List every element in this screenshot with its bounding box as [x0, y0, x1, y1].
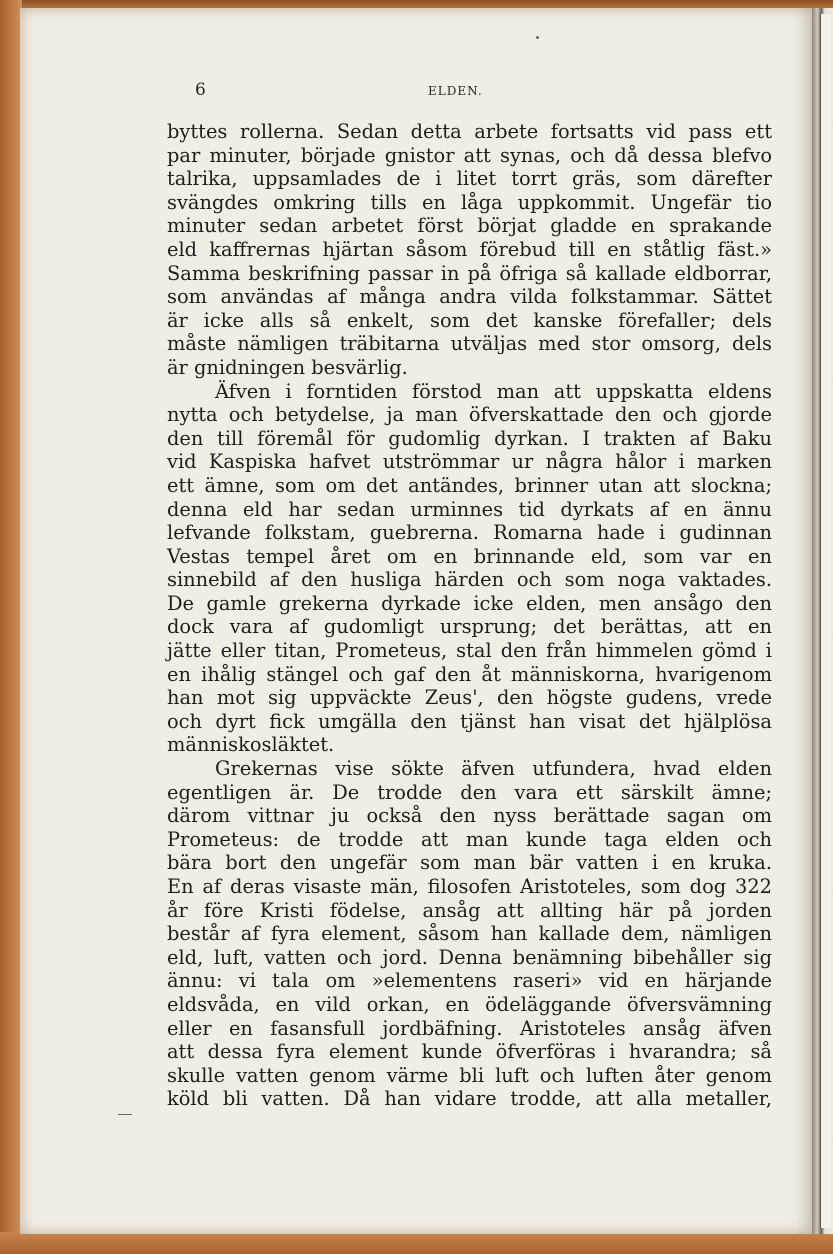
text-line: består af fyra element, såsom han kallade dem, nämligen [167, 922, 772, 946]
text-line: den till föremål för gudomlig dyrkan. I trakten af Baku [167, 426, 772, 450]
text-line: Prometeus: de trodde att man kunde taga elden och [167, 827, 772, 851]
text-line: är gnidningen besvärlig. [167, 355, 408, 379]
text-line: Grekernas vise sökte äfven utfundera, hvad elden [215, 757, 772, 781]
margin-mark [118, 1114, 132, 1115]
book-cover-left-edge [0, 0, 22, 1254]
text-line: par minuter, började gnistor att synas, och då dessa blefvo [167, 143, 772, 167]
running-head: ELDEN. [428, 84, 483, 98]
text-line: minuter sedan arbetet först börjat gladde en sprakande [167, 214, 772, 238]
text-line: talrika, uppsamlades de i litet torrt gräs, som därefter [167, 167, 772, 191]
page-number: 6 [195, 80, 206, 100]
text-line: skulle vatten genom värme bli luft och luften åter genom [167, 1063, 772, 1087]
next-page-edge [820, 14, 831, 1228]
body-text [167, 120, 772, 1111]
text-line: köld bli vatten. Då han vidare trodde, att alla metaller, [167, 1087, 772, 1111]
text-line: är icke alls så enkelt, som det kanske förefaller; dels [167, 308, 772, 332]
paper-speck [536, 36, 539, 39]
book-page [20, 8, 812, 1234]
text-line: att dessa fyra element kunde öfverföras i hvarandra; så [167, 1040, 772, 1064]
text-line: sinnebild af den husliga härden och som noga vaktades. [167, 568, 772, 592]
page-header [20, 80, 812, 104]
text-line: eld, luft, vatten och jord. Denna benämning bibehåller sig [167, 945, 772, 969]
text-line: därom vittnar ju också den nyss berättade sagan om [167, 804, 772, 828]
text-line: nytta och betydelse, ja man öfverskattade den och gjorde [167, 403, 772, 427]
text-line: svängdes omkring tills en låga uppkommit. Ungefär tio [167, 190, 772, 214]
text-line: eller en fasansfull jordbäfning. Aristoteles ansåg äfven [167, 1016, 772, 1040]
text-line: och dyrt fick umgälla den tjänst han visat det hjälplösa [167, 709, 772, 733]
text-line: som användas af många andra vilda folkstammar. Sättet [167, 285, 772, 309]
text-line: lefvande folkstam, guebrerna. Romarna hade i gudinnan [167, 521, 772, 545]
text-line: eldsvåda, en vild orkan, en ödeläggande öfversvämning [167, 992, 772, 1016]
text-line: människosläktet. [167, 733, 335, 757]
text-line: denna eld har sedan urminnes tid dyrkats af en ännu [167, 497, 772, 521]
text-line: Äfven i forntiden förstod man att uppskatta eldens [215, 379, 772, 403]
text-line: år före Kristi födelse, ansåg att allting här på jorden [167, 898, 772, 922]
text-line: byttes rollerna. Sedan detta arbete fortsatts vid pass ett [167, 120, 772, 143]
text-line: eld kaffrernas hjärtan såsom förebud till en ståtlig fäst.» [167, 237, 772, 261]
text-line: De gamle grekerna dyrkade icke elden, men ansågo den [167, 591, 772, 615]
text-line: ett ämne, som om det antändes, brinner utan att slockna; [167, 473, 772, 497]
page-gutter [812, 8, 833, 1234]
text-line: han mot sig uppväckte Zeus', den högste gudens, vrede [167, 686, 772, 710]
book-cover-bottom-edge [0, 1232, 833, 1254]
text-line: egentligen är. De trodde den vara ett särskilt ämne; [167, 780, 772, 804]
text-line: Vestas tempel året om en brinnande eld, som var en [167, 544, 772, 568]
text-line: måste nämligen träbitarna utväljas med stor omsorg, dels [167, 332, 772, 356]
text-line: vid Kaspiska hafvet utströmmar ur några hålor i marken [167, 450, 772, 474]
text-line: En af deras visaste män, filosofen Aristoteles, som dog 322 [167, 875, 772, 898]
text-line: dock vara af gudomligt ursprung; det berättas, att en [167, 615, 772, 639]
text-line: ännu: vi tala om »elementens raseri» vid en härjande [167, 969, 772, 993]
text-line: jätte eller titan, Prometeus, stal den från himmelen gömd i [167, 639, 772, 663]
text-line: Samma beskrifning passar in på öfriga så kallade eldborrar, [167, 261, 772, 285]
text-line: en ihålig stängel och gaf den åt människorna, hvarigenom [167, 662, 772, 686]
text-line: bära bort den ungefär som man bär vatten i en kruka. [167, 851, 772, 875]
